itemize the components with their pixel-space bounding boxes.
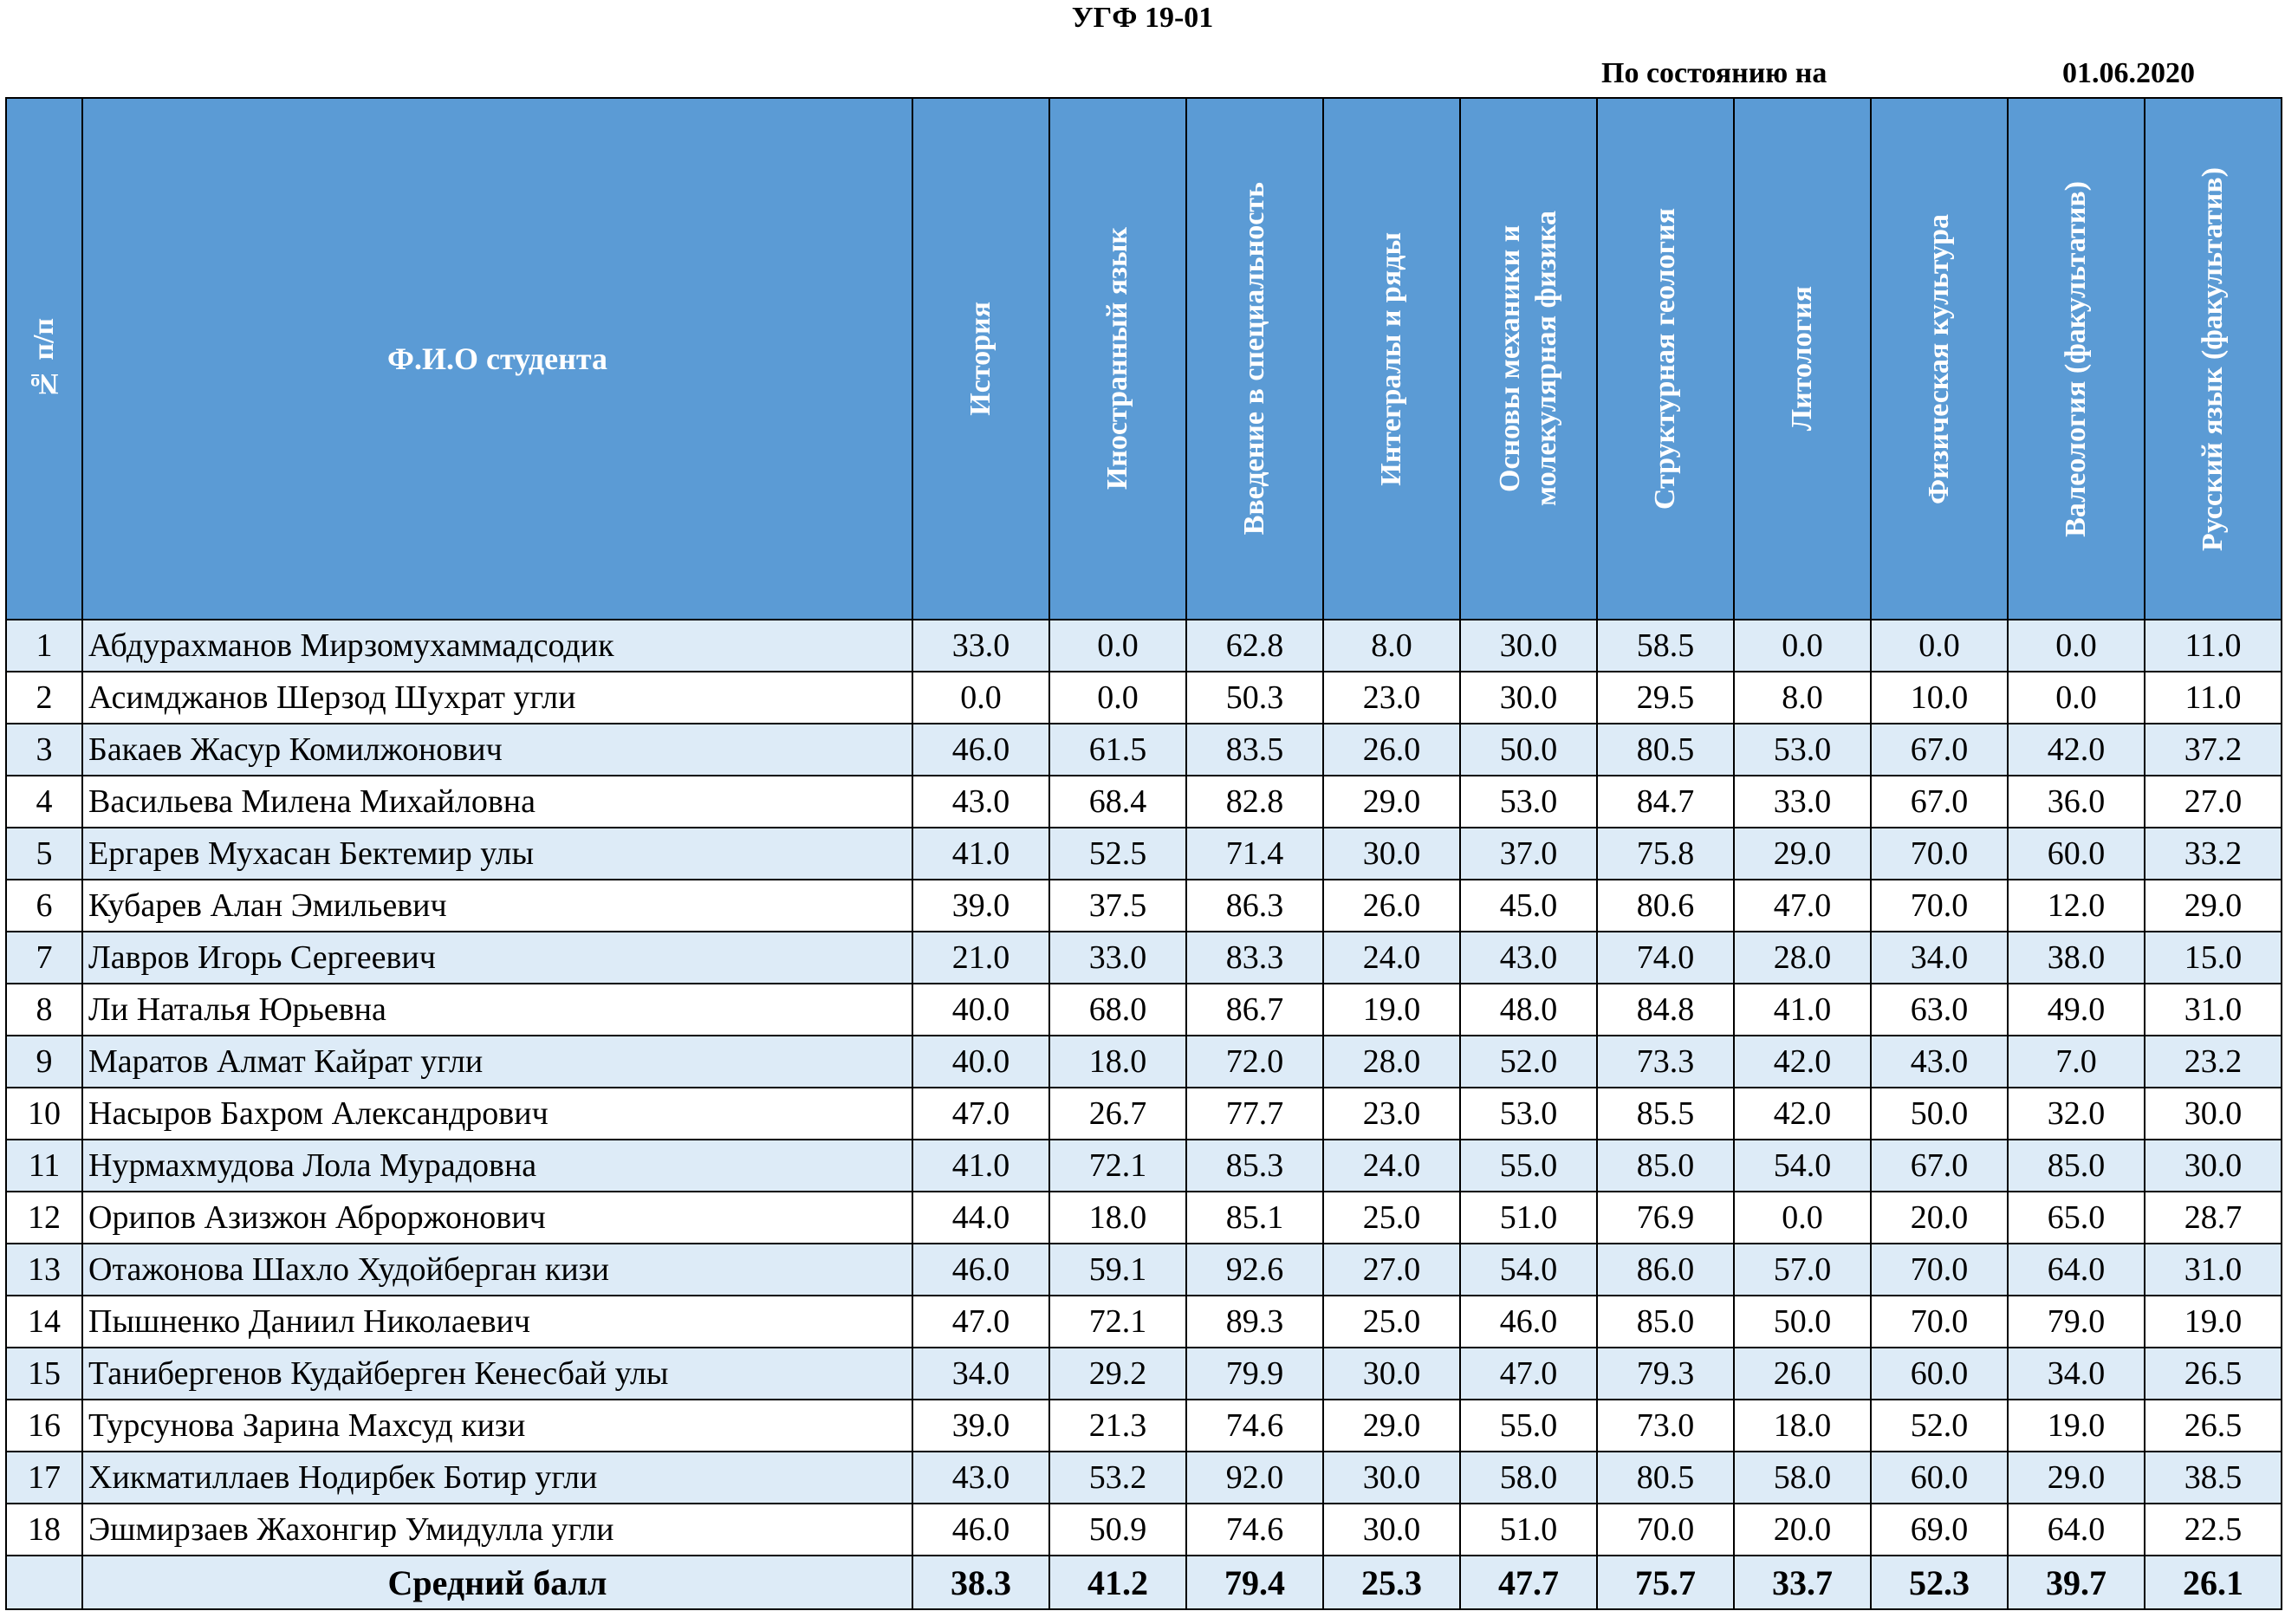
grade-cell: 7.0 [2008,1036,2145,1088]
student-name: Кубарев Алан Эмильевич [82,880,912,932]
grade-cell: 53.0 [1460,1088,1597,1140]
grade-cell: 65.0 [2008,1192,2145,1244]
grade-cell: 53.0 [1460,776,1597,828]
grade-cell: 86.0 [1597,1244,1734,1296]
grade-cell: 26.5 [2145,1348,2282,1400]
grade-cell: 43.0 [912,1452,1049,1504]
grade-cell: 33.0 [1049,932,1186,984]
row-number: 8 [6,984,82,1036]
grade-cell: 30.0 [1323,1504,1460,1556]
row-number: 18 [6,1504,82,1556]
table-row [6,828,2282,880]
grade-cell: 23.2 [2145,1036,2282,1088]
grade-cell: 52.0 [1871,1400,2008,1452]
grade-cell: 52.5 [1049,828,1186,880]
grade-cell: 41.0 [1734,984,1871,1036]
grade-cell: 34.0 [1871,932,2008,984]
grade-cell: 80.5 [1597,1452,1734,1504]
table-row [6,880,2282,932]
grade-cell: 64.0 [2008,1504,2145,1556]
row-number: 1 [6,620,82,672]
student-name: Васильева Милена Михайловна [82,776,912,828]
grade-cell: 15.0 [2145,932,2282,984]
student-name: Орипов Азизжон Аброржонович [82,1192,912,1244]
grade-cell: 68.0 [1049,984,1186,1036]
grade-cell: 20.0 [1871,1192,2008,1244]
student-name: Эшмирзаев Жахонгир Умидулла угли [82,1504,912,1556]
grade-cell: 59.1 [1049,1244,1186,1296]
table-row [6,620,2282,672]
table-row [6,1296,2282,1348]
grade-cell: 23.0 [1323,1088,1460,1140]
grade-cell: 8.0 [1734,672,1871,724]
row-number: 7 [6,932,82,984]
grade-cell: 72.0 [1186,1036,1323,1088]
grade-cell: 42.0 [1734,1036,1871,1088]
table-row [6,1244,2282,1296]
grade-cell: 37.2 [2145,724,2282,776]
grade-cell: 50.0 [1460,724,1597,776]
grade-cell: 11.0 [2145,620,2282,672]
header-subject [1460,98,1597,620]
grade-cell: 47.0 [1460,1348,1597,1400]
grade-cell: 29.0 [1734,828,1871,880]
grade-cell: 52.0 [1460,1036,1597,1088]
student-name: Нурмахмудова Лола Мурадовна [82,1140,912,1192]
header-subject-label: Литология [1786,286,1818,432]
average-value: 33.7 [1734,1556,1871,1609]
grade-cell: 34.0 [912,1348,1049,1400]
grade-cell: 85.5 [1597,1088,1734,1140]
grade-cell: 25.0 [1323,1296,1460,1348]
student-name: Ли Наталья Юрьевна [82,984,912,1036]
header-subject [2145,98,2282,620]
grade-cell: 30.0 [1323,1348,1460,1400]
grade-cell: 25.0 [1323,1192,1460,1244]
header-subject-label: Интегралы и ряды [1375,231,1407,486]
grade-cell: 53.0 [1734,724,1871,776]
average-value: 52.3 [1871,1556,2008,1609]
grade-cell: 62.8 [1186,620,1323,672]
grade-cell: 82.8 [1186,776,1323,828]
grade-cell: 70.0 [1871,1244,2008,1296]
grade-cell: 23.0 [1323,672,1460,724]
grade-cell: 47.0 [912,1088,1049,1140]
grade-cell: 29.0 [2008,1452,2145,1504]
grade-cell: 43.0 [912,776,1049,828]
grade-cell: 70.0 [1871,828,2008,880]
grade-cell: 30.0 [1323,1452,1460,1504]
average-value: 75.7 [1597,1556,1734,1609]
grades-table [5,97,2282,1610]
student-name: Турсунова Зарина Махсуд кизи [82,1400,912,1452]
table-row [6,1400,2282,1452]
grade-cell: 11.0 [2145,672,2282,724]
student-name: Танибергенов Кудайберген Кенесбай улы [82,1348,912,1400]
grade-cell: 60.0 [1871,1452,2008,1504]
grade-cell: 0.0 [1049,620,1186,672]
grade-cell: 50.9 [1049,1504,1186,1556]
grade-cell: 74.0 [1597,932,1734,984]
grade-cell: 18.0 [1049,1192,1186,1244]
average-value: 47.7 [1460,1556,1597,1609]
grade-cell: 50.0 [1734,1296,1871,1348]
grade-cell: 85.0 [1597,1140,1734,1192]
grade-cell: 34.0 [2008,1348,2145,1400]
row-number: 15 [6,1348,82,1400]
average-value: 41.2 [1049,1556,1186,1609]
grade-cell: 26.5 [2145,1400,2282,1452]
grade-cell: 57.0 [1734,1244,1871,1296]
grade-cell: 60.0 [1871,1348,2008,1400]
grade-cell: 31.0 [2145,1244,2282,1296]
header-subject [2008,98,2145,620]
row-number: 9 [6,1036,82,1088]
student-name: Пышненко Даниил Николаевич [82,1296,912,1348]
grade-cell: 79.9 [1186,1348,1323,1400]
grade-cell: 51.0 [1460,1504,1597,1556]
header-num [6,98,82,620]
grade-cell: 38.5 [2145,1452,2282,1504]
grade-cell: 19.0 [2008,1400,2145,1452]
grade-cell: 92.0 [1186,1452,1323,1504]
grade-cell: 85.0 [2008,1140,2145,1192]
row-number: 12 [6,1192,82,1244]
grade-cell: 0.0 [1871,620,2008,672]
grade-cell: 73.3 [1597,1036,1734,1088]
grade-cell: 67.0 [1871,724,2008,776]
grade-cell: 46.0 [1460,1296,1597,1348]
grade-cell: 38.0 [2008,932,2145,984]
header-subject-label: Структурная геология [1649,207,1681,510]
grade-cell: 68.4 [1049,776,1186,828]
grade-cell: 33.2 [2145,828,2282,880]
grade-cell: 26.7 [1049,1088,1186,1140]
grade-cell: 21.3 [1049,1400,1186,1452]
student-name: Хикматиллаев Нодирбек Ботир угли [82,1452,912,1504]
grade-cell: 27.0 [2145,776,2282,828]
average-value: 39.7 [2008,1556,2145,1609]
average-value: 26.1 [2145,1556,2282,1609]
grade-cell: 0.0 [2008,620,2145,672]
grade-cell: 39.0 [912,1400,1049,1452]
grade-cell: 85.1 [1186,1192,1323,1244]
table-row [6,1140,2282,1192]
table-row [6,776,2282,828]
header-subject [1186,98,1323,620]
grade-cell: 8.0 [1323,620,1460,672]
grade-cell: 33.0 [912,620,1049,672]
header-subject-label: Введение в специальность [1238,182,1270,536]
grade-cell: 27.0 [1323,1244,1460,1296]
grade-cell: 32.0 [2008,1088,2145,1140]
student-name: Насыров Бахром Александрович [82,1088,912,1140]
average-num-cell [6,1556,82,1609]
grade-cell: 0.0 [2008,672,2145,724]
grade-cell: 85.0 [1597,1296,1734,1348]
grade-cell: 92.6 [1186,1244,1323,1296]
grade-cell: 77.7 [1186,1088,1323,1140]
grade-cell: 80.6 [1597,880,1734,932]
grade-cell: 29.0 [1323,776,1460,828]
grade-cell: 49.0 [2008,984,2145,1036]
average-value: 79.4 [1186,1556,1323,1609]
grade-cell: 0.0 [912,672,1049,724]
row-number: 10 [6,1088,82,1140]
grade-cell: 74.6 [1186,1400,1323,1452]
grade-cell: 12.0 [2008,880,2145,932]
grade-cell: 54.0 [1460,1244,1597,1296]
table-row [6,984,2282,1036]
table-row [6,1348,2282,1400]
header-name [82,98,912,620]
grade-cell: 19.0 [1323,984,1460,1036]
header-row [6,98,2282,620]
grade-cell: 0.0 [1049,672,1186,724]
grade-cell: 44.0 [912,1192,1049,1244]
average-value: 25.3 [1323,1556,1460,1609]
grade-cell: 86.3 [1186,880,1323,932]
row-number: 3 [6,724,82,776]
table-row [6,1192,2282,1244]
grade-cell: 28.0 [1734,932,1871,984]
grade-cell: 29.0 [2145,880,2282,932]
grade-cell: 37.0 [1460,828,1597,880]
grade-cell: 47.0 [1734,880,1871,932]
grade-cell: 0.0 [1734,1192,1871,1244]
grade-cell: 83.3 [1186,932,1323,984]
header-subject-label: Физическая культура [1923,213,1955,504]
grade-cell: 48.0 [1460,984,1597,1036]
grade-cell: 69.0 [1871,1504,2008,1556]
header-subject-label: Русский язык (факультатив) [2197,166,2229,551]
student-name: Отажонова Шахло Худойберган кизи [82,1244,912,1296]
table-row [6,672,2282,724]
header-subject-label: Иностранный язык [1101,227,1133,490]
row-number: 11 [6,1140,82,1192]
header-subject [1734,98,1871,620]
table-row [6,1088,2282,1140]
grade-cell: 67.0 [1871,1140,2008,1192]
grade-cell: 40.0 [912,984,1049,1036]
grade-cell: 60.0 [2008,828,2145,880]
grade-cell: 55.0 [1460,1400,1597,1452]
grade-cell: 26.0 [1734,1348,1871,1400]
grade-cell: 43.0 [1871,1036,2008,1088]
grade-cell: 80.5 [1597,724,1734,776]
grade-cell: 58.0 [1734,1452,1871,1504]
grade-cell: 40.0 [912,1036,1049,1088]
grade-cell: 83.5 [1186,724,1323,776]
grade-cell: 24.0 [1323,1140,1460,1192]
grade-cell: 58.0 [1460,1452,1597,1504]
grade-cell: 29.5 [1597,672,1734,724]
grade-cell: 70.0 [1871,1296,2008,1348]
grade-cell: 30.0 [1460,672,1597,724]
grade-cell: 41.0 [912,828,1049,880]
header-subject-label: История [964,302,996,416]
table-row [6,1504,2282,1556]
grade-cell: 70.0 [1871,880,2008,932]
grade-cell: 28.0 [1323,1036,1460,1088]
grade-cell: 10.0 [1871,672,2008,724]
grade-cell: 30.0 [2145,1140,2282,1192]
student-name: Маратов Алмат Кайрат угли [82,1036,912,1088]
grade-cell: 21.0 [912,932,1049,984]
header-subject [1871,98,2008,620]
row-number: 17 [6,1452,82,1504]
grade-cell: 33.0 [1734,776,1871,828]
grade-cell: 37.5 [1049,880,1186,932]
average-value: 38.3 [912,1556,1049,1609]
grade-cell: 22.5 [2145,1504,2282,1556]
header-subject-label: Валеология (факультатив) [2060,180,2092,537]
grade-cell: 47.0 [912,1296,1049,1348]
student-name: Ергарев Мухасан Бектемир улы [82,828,912,880]
grade-cell: 63.0 [1871,984,2008,1036]
grade-cell: 50.0 [1871,1088,2008,1140]
table-row [6,932,2282,984]
as-of-label: По состоянию на [1601,57,1827,89]
grade-cell: 75.8 [1597,828,1734,880]
grade-cell: 55.0 [1460,1140,1597,1192]
row-number: 2 [6,672,82,724]
as-of-date: 01.06.2020 [2062,57,2195,89]
table-row [6,1452,2282,1504]
header-subject [1049,98,1186,620]
grade-cell: 45.0 [1460,880,1597,932]
student-name: Асимджанов Шерзод Шухрат угли [82,672,912,724]
grade-cell: 26.0 [1323,880,1460,932]
grade-cell: 50.3 [1186,672,1323,724]
grade-cell: 64.0 [2008,1244,2145,1296]
table-row [6,1036,2282,1088]
grade-cell: 30.0 [2145,1088,2282,1140]
document-title: УГФ 19-01 [1071,2,1214,34]
grade-cell: 29.0 [1323,1400,1460,1452]
header-name-label: Ф.И.О студента [387,341,607,376]
grade-cell: 0.0 [1734,620,1871,672]
table-row [6,724,2282,776]
grade-cell: 73.0 [1597,1400,1734,1452]
grade-cell: 79.3 [1597,1348,1734,1400]
grade-cell: 43.0 [1460,932,1597,984]
grade-cell: 84.8 [1597,984,1734,1036]
grade-cell: 61.5 [1049,724,1186,776]
grade-cell: 28.7 [2145,1192,2282,1244]
grade-cell: 72.1 [1049,1140,1186,1192]
grade-cell: 86.7 [1186,984,1323,1036]
header-subject [1323,98,1460,620]
grade-cell: 53.2 [1049,1452,1186,1504]
student-name: Бакаев Жасур Комилжонович [82,724,912,776]
grade-cell: 70.0 [1597,1504,1734,1556]
grade-cell: 46.0 [912,724,1049,776]
grade-cell: 36.0 [2008,776,2145,828]
row-number: 6 [6,880,82,932]
grade-cell: 89.3 [1186,1296,1323,1348]
grade-cell: 71.4 [1186,828,1323,880]
header-num-label: № п/п [28,317,60,400]
grade-cell: 84.7 [1597,776,1734,828]
grade-cell: 19.0 [2145,1296,2282,1348]
grade-cell: 42.0 [2008,724,2145,776]
row-number: 16 [6,1400,82,1452]
grade-cell: 85.3 [1186,1140,1323,1192]
grade-cell: 30.0 [1460,620,1597,672]
average-label: Средний балл [82,1556,912,1609]
grade-cell: 26.0 [1323,724,1460,776]
row-number: 4 [6,776,82,828]
grade-cell: 31.0 [2145,984,2282,1036]
grade-cell: 76.9 [1597,1192,1734,1244]
grade-cell: 30.0 [1323,828,1460,880]
student-name: Лавров Игорь Сергеевич [82,932,912,984]
header-subject-label: Основы механики и молекулярная физика [1494,211,1562,507]
grade-cell: 39.0 [912,880,1049,932]
grade-cell: 46.0 [912,1504,1049,1556]
grade-cell: 67.0 [1871,776,2008,828]
row-number: 13 [6,1244,82,1296]
row-number: 14 [6,1296,82,1348]
grade-cell: 42.0 [1734,1088,1871,1140]
grade-cell: 46.0 [912,1244,1049,1296]
grade-cell: 24.0 [1323,932,1460,984]
grade-cell: 20.0 [1734,1504,1871,1556]
grade-cell: 72.1 [1049,1296,1186,1348]
student-name: Абдурахманов Мирзомухаммадсодик [82,620,912,672]
grade-cell: 29.2 [1049,1348,1186,1400]
grade-cell: 79.0 [2008,1296,2145,1348]
header-subject [912,98,1049,620]
grade-cell: 18.0 [1734,1400,1871,1452]
grade-cell: 18.0 [1049,1036,1186,1088]
header-subject [1597,98,1734,620]
row-number: 5 [6,828,82,880]
grade-cell: 51.0 [1460,1192,1597,1244]
grade-cell: 58.5 [1597,620,1734,672]
grade-cell: 54.0 [1734,1140,1871,1192]
average-row [6,1556,2282,1609]
grade-cell: 74.6 [1186,1504,1323,1556]
grade-cell: 41.0 [912,1140,1049,1192]
